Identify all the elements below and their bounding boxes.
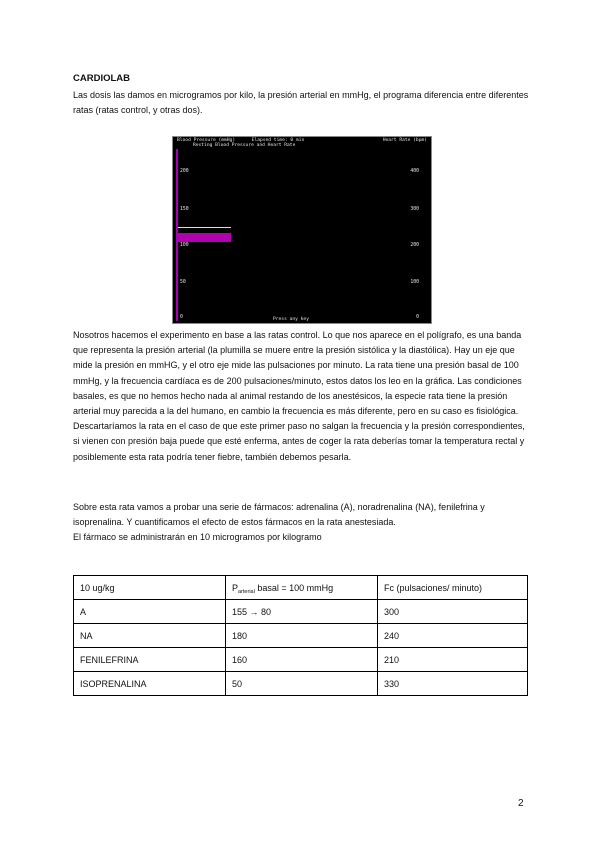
cell-pressure: 160: [226, 648, 378, 672]
header-rate: Fc (pulsaciones/ minuto): [378, 576, 528, 600]
header-pressure-p: P: [232, 582, 239, 593]
header-pressure: [226, 576, 378, 600]
left-tick: 50: [180, 280, 186, 285]
table-header-row: [74, 576, 528, 600]
screen-subheader: Resting Blood Pressure and Heart Rate: [193, 143, 296, 148]
drugs-line: Sobre esta rata vamos a probar una serie de fármacos: adrenalina (A), noradrenalina (NA), fenilefrina y isoprenalina. Y cuantificamos el efecto de estos fármacos en la rata anestesiada.: [73, 502, 485, 528]
screen-header-right: Heart Rate (bpm): [382, 138, 427, 143]
table-row: [74, 672, 528, 696]
table-row: [74, 648, 528, 672]
header-dose: 10 ug/kg: [74, 576, 226, 600]
cell-pressure: 180: [226, 624, 378, 648]
results-table: [73, 575, 528, 696]
header-pressure-sub: arterial: [238, 588, 255, 595]
cell-drug: ISOPRENALINA: [74, 672, 226, 696]
cell-pressure: 50: [226, 672, 378, 696]
cell-drug: FENILEFRINA: [74, 648, 226, 672]
left-tick: 150: [180, 207, 189, 212]
cell-rate: 300: [378, 600, 528, 624]
cell-rate: 330: [378, 672, 528, 696]
right-tick: 400: [410, 169, 419, 174]
right-tick: 200: [410, 243, 419, 248]
cell-pressure: 155 → 80: [226, 600, 378, 624]
experiment-paragraph: Nosotros hacemos el experimento en base a las ratas control. Lo que nos aparece en el polígrafo, es una banda que representa la presión arterial (la plumilla se muere entre la presión sistólica y la diastólica). Hay un eje que mide la presión en mmHG, y el otro eje mide las pulsaciones por minuto. La rata tiene una presión basal de 100 mmHg, y la frecuencia cardíaca es de 200 pulsaciones/minuto, estos datos los leo en la gráfica. Las condiciones basales, es que no hemos hecho nada al animal restando de los anestésicos, la especie rata tiene la presión arterial muy parecida a la del humano, en cambio la frecuencia es más diferente, pero en su caso es fisiológica. Descartaríamos la rata en el caso de que este primer paso no salgan la frecuencia y la presión correspondientes, si vienen con presión baja puede que esté enferma, antes de coger la rata deberías tomar la temperatura rectal y posiblemente esta rata podría tener fiebre, también debemos pesarla.: [73, 330, 525, 462]
left-tick: 0: [180, 315, 183, 320]
table-row: [74, 624, 528, 648]
dose-line: El fármaco se administrarán en 10 microgramos por kilogramo: [73, 532, 322, 543]
pressure-band: [178, 233, 231, 242]
screen-footer: Press any key: [273, 317, 309, 322]
document-title: CARDIOLAB: [73, 73, 130, 84]
polygraph-screenshot: [172, 136, 432, 324]
right-tick: 0: [416, 315, 419, 320]
right-tick: 100: [410, 280, 419, 285]
cell-rate: 210: [378, 648, 528, 672]
cell-rate: 240: [378, 624, 528, 648]
page-number: 2: [518, 798, 524, 809]
table-row: [74, 600, 528, 624]
right-tick: 300: [410, 207, 419, 212]
left-tick: 200: [180, 169, 189, 174]
left-tick: 100: [180, 243, 189, 248]
screen-header-left: Blood Pressure (mmHg) Elapsed time: 0 min: [177, 138, 305, 143]
cell-drug: A: [74, 600, 226, 624]
heart-rate-line: [178, 227, 231, 228]
intro-paragraph: Las dosis las damos en microgramos por kilo, la presión arterial en mmHg, el programa diferencia entre diferentes ratas (ratas control, y otras dos).: [73, 90, 529, 116]
header-pressure-rest: basal = 100 mmHg: [254, 582, 334, 593]
cell-drug: NA: [74, 624, 226, 648]
drugs-paragraph: [73, 500, 533, 546]
